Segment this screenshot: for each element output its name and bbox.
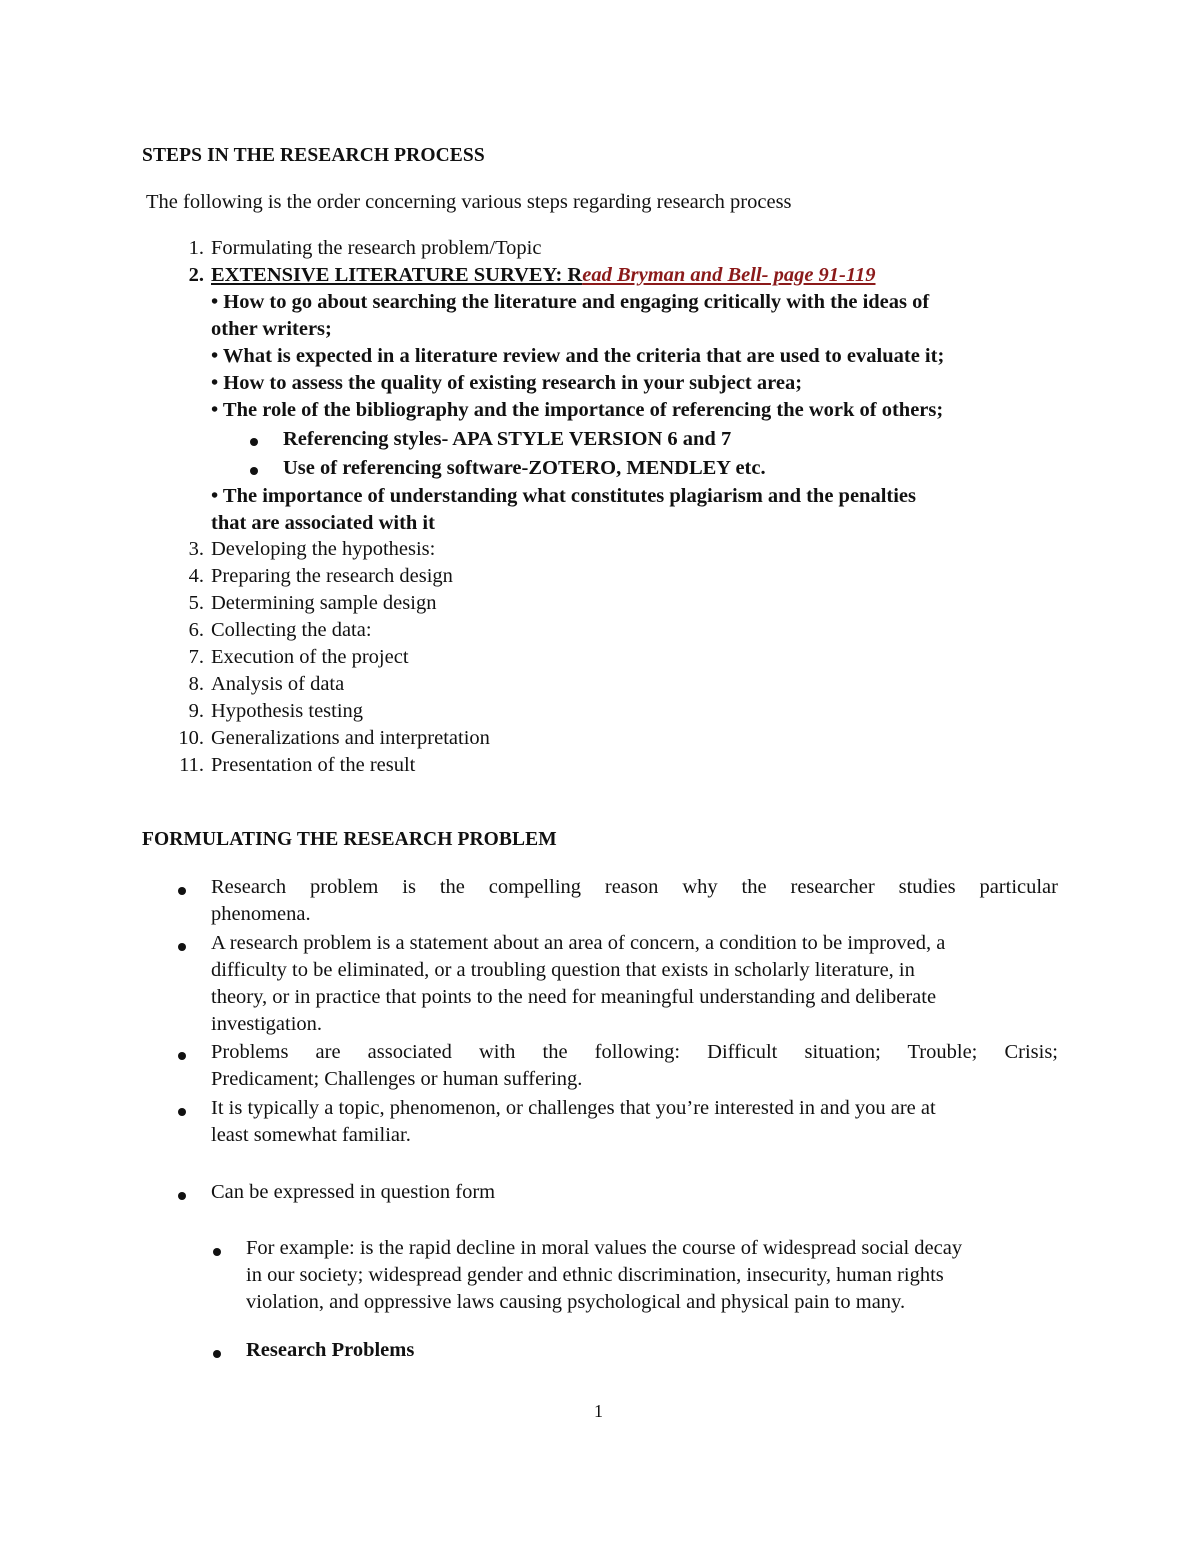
- research-problems-heading: Research Problems: [246, 1339, 415, 1361]
- bullet-icon: [213, 1350, 221, 1358]
- problem-bullet-line: phenomena.: [211, 903, 311, 925]
- step-number: 3.: [188, 538, 204, 560]
- step-text: Preparing the research design: [211, 565, 453, 587]
- page-title: STEPS IN THE RESEARCH PROCESS: [142, 145, 485, 166]
- problem-bullet-line: Problems are associated with the following: Difficult situation; Trouble; Crisis;: [211, 1041, 1058, 1063]
- literature-survey-heading: [211, 264, 876, 287]
- problem-bullet-line: investigation.: [211, 1013, 323, 1035]
- bullet-icon: [250, 438, 258, 446]
- example-line: violation, and oppressive laws causing psychological and physical pain to many.: [246, 1291, 906, 1313]
- step-number: 11.: [179, 754, 204, 776]
- step-text: Execution of the project: [211, 646, 409, 668]
- section-heading: FORMULATING THE RESEARCH PROBLEM: [142, 829, 557, 850]
- problem-bullet-line: Research problem is the compelling reason why the researcher studies particular: [211, 876, 1058, 898]
- problem-bullet-line: difficulty to be eliminated, or a troubling question that exists in scholarly literature, in: [211, 959, 915, 981]
- literature-survey-label: EXTENSIVE LITERATURE SURVEY: R: [211, 264, 583, 286]
- step-number: 5.: [188, 592, 204, 614]
- lit-point: • The importance of understanding what constitutes plagiarism and the penalties: [211, 485, 916, 507]
- bullet-icon: [178, 887, 186, 895]
- step-number: 1.: [188, 237, 204, 259]
- step-text: Determining sample design: [211, 592, 437, 614]
- bullet-icon: [178, 1052, 186, 1060]
- step-text: Formulating the research problem/Topic: [211, 237, 542, 259]
- step-text: Developing the hypothesis:: [211, 538, 436, 560]
- bullet-icon: [250, 467, 258, 475]
- lit-point: other writers;: [211, 318, 332, 340]
- lit-point: • How to go about searching the literature and engaging critically with the ideas of: [211, 291, 930, 313]
- step-number: 9.: [188, 700, 204, 722]
- problem-bullet-line: A research problem is a statement about an area of concern, a condition to be improved, a: [211, 932, 946, 954]
- page-number: 1: [594, 1401, 603, 1421]
- step-text: Generalizations and interpretation: [211, 727, 490, 749]
- step-number: 7.: [188, 646, 204, 668]
- problem-bullet-line: It is typically a topic, phenomenon, or challenges that you’re interested in and you are at: [211, 1097, 936, 1119]
- problem-bullet-line: theory, or in practice that points to the need for meaningful understanding and deliberate: [211, 986, 937, 1008]
- lit-point: • The role of the bibliography and the importance of referencing the work of others;: [211, 399, 944, 421]
- lit-subpoint: Use of referencing software-ZOTERO, MENDLEY etc.: [283, 457, 766, 479]
- step-text: Presentation of the result: [211, 754, 416, 776]
- step-text: Analysis of data: [211, 673, 345, 695]
- lit-subpoint: Referencing styles- APA STYLE VERSION 6 and 7: [283, 428, 732, 450]
- reading-reference: ead Bryman and Bell- page 91-119: [582, 264, 876, 286]
- step-number: 2.: [188, 264, 204, 286]
- step-number: 4.: [188, 565, 204, 587]
- lit-point: • How to assess the quality of existing research in your subject area;: [211, 372, 803, 394]
- bullet-icon: [178, 943, 186, 951]
- lit-point: • What is expected in a literature review and the criteria that are used to evaluate it;: [211, 345, 945, 367]
- step-text: Hypothesis testing: [211, 700, 364, 722]
- bullet-icon: [178, 1192, 186, 1200]
- lit-point: that are associated with it: [211, 512, 435, 534]
- intro-text: The following is the order concerning various steps regarding research process: [146, 191, 792, 213]
- bullet-icon: [178, 1108, 186, 1116]
- bullet-icon: [213, 1248, 221, 1256]
- step-number: 10.: [178, 727, 204, 749]
- example-line: For example: is the rapid decline in moral values the course of widespread social decay: [246, 1237, 963, 1259]
- problem-bullet-line: least somewhat familiar.: [211, 1124, 411, 1146]
- step-text: Collecting the data:: [211, 619, 372, 641]
- problem-bullet-line: Predicament; Challenges or human suffering.: [211, 1068, 583, 1090]
- step-number: 8.: [188, 673, 204, 695]
- step-number: 6.: [188, 619, 204, 641]
- problem-bullet-line: Can be expressed in question form: [211, 1181, 496, 1203]
- example-line: in our society; widespread gender and ethnic discrimination, insecurity, human rights: [246, 1264, 944, 1286]
